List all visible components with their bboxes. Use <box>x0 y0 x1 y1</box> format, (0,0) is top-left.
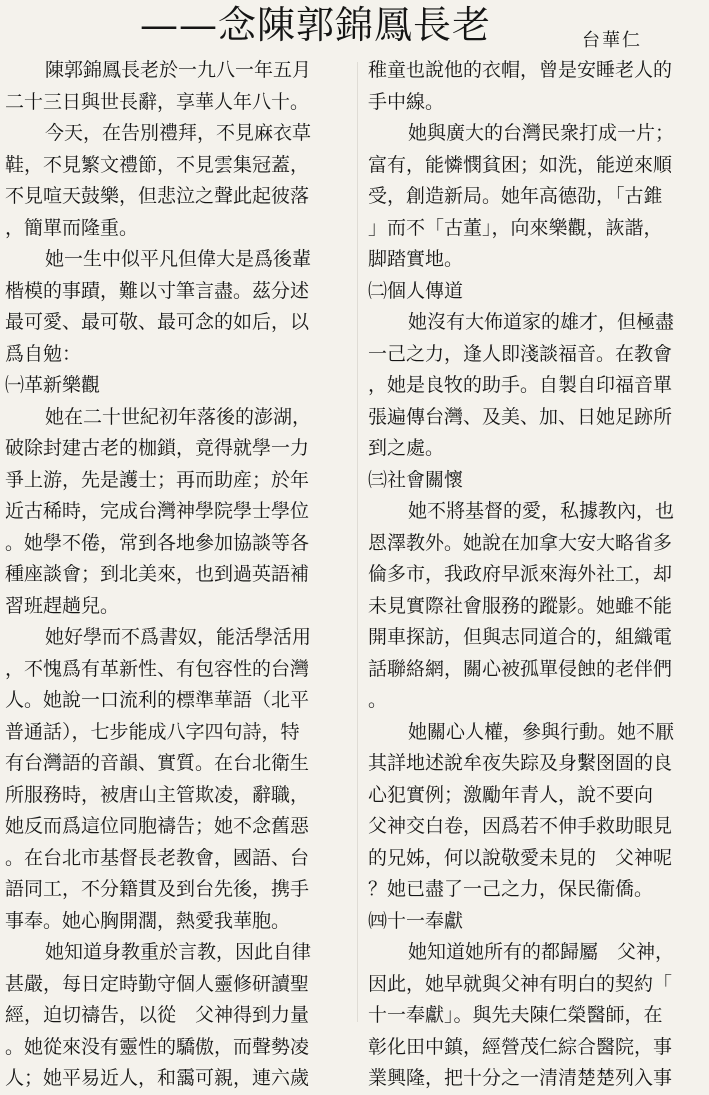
text-line: ？她已盡了一己之力，保民衞僑。 <box>368 878 654 900</box>
text-line: 近古稀時，完成台灣神學院學士學位 <box>5 500 310 522</box>
text-line: 張遍傳台灣、及美、加、日她足跡所 <box>368 405 673 428</box>
text-line: 彰化田中鎮，經營茂仁綜合醫院，事 <box>368 1035 673 1058</box>
text-line: 十一奉獻」。與先夫陳仁榮醫師，在 <box>368 1004 663 1026</box>
text-line: 不見喧天鼓樂，但悲泣之聲此起彼落 <box>5 185 310 207</box>
text-line: 。 <box>368 689 388 711</box>
text-line: 經，迫切禱告，以從 父神得到力量 <box>5 1004 310 1026</box>
text-line: 未見實際社會服務的蹤影。她雖不能 <box>368 594 673 617</box>
text-line: 話聯絡網，關心被孤單侵蝕的老伴們 <box>368 657 673 680</box>
text-line: 業興隆，把十分之一清清楚楚列入事 <box>368 1067 673 1089</box>
text-line: 富有，能憐憫貧困；如洗，能逆來順 <box>368 153 673 176</box>
text-line: ，簡單而隆重。 <box>5 216 139 239</box>
text-line: 開車探訪，但與志同道合的，組織電 <box>368 626 673 648</box>
text-line: 語同工，不分籍貫及到台先後，携手 <box>5 878 310 900</box>
text-line: 她好學而不爲書奴，能活學活用 <box>45 626 312 648</box>
text-line: 其詳地述說牟夜失踪及身繫囹圄的良 <box>368 752 673 774</box>
text-line: 因此，她早就與父神有明白的契約「 <box>368 972 673 995</box>
text-line: 父神交白卷，因爲若不伸手救助眼見 <box>368 815 673 837</box>
text-line: 到之處。 <box>368 437 445 459</box>
text-line: 她一生中似平凡但偉大是爲後輩 <box>45 248 312 270</box>
text-line: 稚童也說他的衣帽，曾是安睡老人的 <box>368 59 673 81</box>
text-line: 楷模的事蹟，難以寸筆言盡。茲分述 <box>5 279 310 302</box>
text-line: 她反而爲這位同胞禱告；她不念舊惡 <box>5 815 310 837</box>
text-line: ，她是良牧的助手。自製自印福音單 <box>368 374 673 396</box>
text-line: 」而不「古董」，向來樂觀，詼諧， <box>368 216 663 239</box>
author-name: 台華仁 <box>582 30 642 51</box>
left-column <box>5 55 350 1095</box>
text-line: 鞋，不見繁文禮節，不見雲集冠蓋， <box>5 153 310 176</box>
text-line: 她沒有大佈道家的雄才，但極盡 <box>408 311 675 333</box>
text-line: 。她從來没有靈性的驕傲，而聲勢凌 <box>5 1035 310 1058</box>
article-title: ——念陳郭錦鳳長老 <box>140 3 492 47</box>
text-line: 受，創造新局。她年高德劭，「古錐 <box>368 185 663 207</box>
text-line: 種座談會；到北美來，也到過英語補 <box>5 563 310 585</box>
text-line: 她知道她所有的都歸屬 父神， <box>408 941 675 963</box>
text-line: 倫多市，我政府早派來海外社工，却 <box>368 563 673 585</box>
text-line: 她知道身教重於言教，因此自律 <box>45 941 312 963</box>
text-line: 有台灣語的音韻、實質。在台北衛生 <box>5 752 310 774</box>
text-line: 最可愛、最可敬、最可念的如后，以 <box>5 311 310 333</box>
text-line: 她關心人權，參與行動。她不厭 <box>408 720 675 743</box>
text-line: 的兄姊，何以說敬愛未見的 父神呢 <box>368 846 673 869</box>
text-line: 爲自勉： <box>5 342 82 365</box>
text-line: 她在二十世紀初年落後的澎湖， <box>45 405 312 428</box>
text-line: 所服務時，被唐山主管欺凌，辭職， <box>5 783 310 806</box>
right-column <box>368 55 706 1095</box>
column-divider <box>357 62 358 1022</box>
text-line: 恩澤教外。她說在加拿大安大略省多 <box>368 531 673 554</box>
text-line: 一己之力，逢人即淺談福音。在教會 <box>368 342 673 365</box>
section-heading: ㈣十一奉獻 <box>368 909 464 932</box>
text-line: ，不愧爲有革新性、有包容性的台灣 <box>5 657 310 680</box>
text-line: 她與廣大的台灣民衆打成一片； <box>408 122 675 144</box>
section-heading: ㈠革新樂觀 <box>5 374 101 396</box>
text-line: 手中線。 <box>368 90 445 113</box>
text-line: 。她學不倦，常到各地參加協談等各 <box>5 531 310 554</box>
text-line: 甚嚴，每日定時勤守個人靈修研讀聖 <box>5 972 310 995</box>
text-line: 爭上游，先是護士；再而助産；於年 <box>5 468 310 491</box>
text-line: 破除封建古老的枷鎖，竟得就學一力 <box>5 437 310 459</box>
section-heading: ㈡個人傳道 <box>368 279 464 302</box>
text-line: 今天，在告別禮拜，不見麻衣草 <box>45 122 312 144</box>
text-line: 人。她說一口流利的標準華語（北平 <box>5 689 310 711</box>
text-line: 她不將基督的愛，私據教內，也 <box>408 500 675 522</box>
text-line: 。在台北市基督長老教會，國語、台 <box>5 846 310 869</box>
text-line: 人；她平易近人，和靄可親，連六歲 <box>5 1067 310 1089</box>
text-line: 事奉。她心胸開濶，熱愛我華胞。 <box>5 909 291 932</box>
text-line: 脚踏實地。 <box>368 248 464 270</box>
text-line: 陳郭錦鳳長老於一九八一年五月 <box>45 59 312 81</box>
text-line: 普通話），七步能成八字四句詩，特 <box>5 720 300 743</box>
text-line: 習班趕趟兒。 <box>5 594 120 617</box>
text-line: 二十三日與世長辭，享華人年八十。 <box>5 90 310 113</box>
text-line: 心犯實例；激勵年青人，說不要向 <box>368 783 654 806</box>
section-heading: ㈢社會關懷 <box>368 468 464 491</box>
